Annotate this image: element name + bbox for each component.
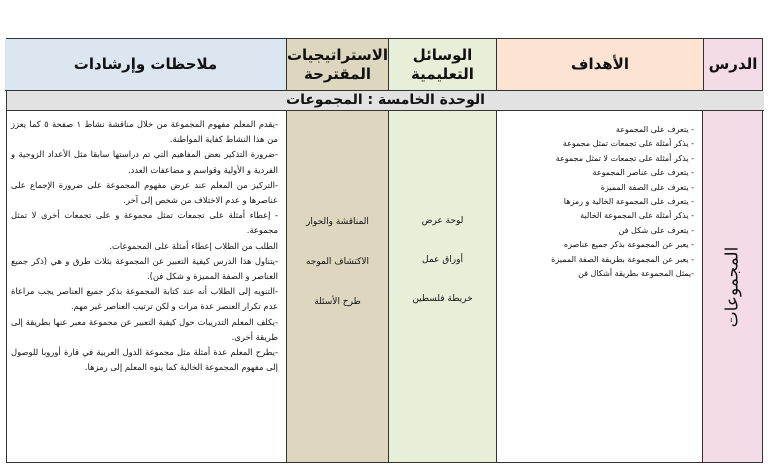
goal-item: - يتعرف على المجموعة [615, 125, 694, 134]
lesson-name: المجموعات [722, 246, 743, 327]
lesson-plan-table [6, 38, 763, 463]
tool-item: خريطة فلسطين [412, 294, 473, 304]
unit-title: الوحدة الخامسة : المجموعات [7, 91, 764, 111]
tools-cell [388, 111, 496, 462]
header-lesson [703, 39, 762, 91]
goal-item: - يتعرف على شكل فن [618, 225, 694, 235]
strategies-list [287, 213, 388, 333]
goal-item: - يذكر أمثلة على تجمعات لا تمثل مجموعة [555, 153, 694, 163]
header-notes [5, 39, 286, 91]
header-tools-text: الوسائل التعليمية [411, 45, 474, 83]
goal-item: - يعبر عن المجموعة بذكر جميع عناصره [563, 240, 694, 250]
goal-item: - يعبر عن المجموعة بطريقة الصفة المميزة [551, 254, 694, 264]
strategy-item: طرح الأسئلة [314, 297, 361, 307]
goals-cell [496, 111, 703, 462]
note-item: - إعطاء أمثلة على تجمعات تمثل مجموعة و على تجمعات أخرى لا تمثل مجموعة. [11, 210, 278, 236]
notes-list [5, 111, 286, 375]
note-item: -ضرورة التذكير بعض المفاهيم التي تم دراستها سابقا مثل الأعداد الزوجية و الفردية و الأولية وقواسم و مضاعفات العدد. [11, 149, 278, 175]
header-strategies-text: الاستراتيجيات المقترحة [286, 45, 389, 83]
header-lesson-text: الدرس [708, 55, 758, 73]
notes-cell [5, 111, 286, 462]
goal-item: - يتعرف على المجموعة الخالية و رمزها [563, 197, 694, 207]
note-item: -التركيز من المعلم عند عرض مفهوم المجموعة على ضرورة الإجماع على عناصرها و عدم الاختلاف من شخص إلى آخر. [11, 179, 278, 206]
lesson-name-cell [703, 111, 762, 462]
header-goals-text: الأهداف [571, 55, 629, 73]
header-tools [388, 39, 496, 91]
tool-item: أوراق عمل [422, 255, 463, 265]
strategy-item: الاكتشاف الموجه [305, 257, 370, 267]
header-strategies [286, 39, 388, 91]
goal-item: - يذكر أمثلة على المجموعة الخالية [580, 211, 694, 221]
note-item: -التنويه إلى الطلاب أنه عند كتابة المجموعة بذكر جميع العناصر يجب مراعاة عدم تكرار العنصر عدة مرات و لكن ترتيب العناصر غير مهم. [11, 286, 278, 312]
note-item: -يكلف المعلم التدريبات حول كيفية التعبير عن مجموعة معبر عنها بطريقة إلى طريقة أخرى. [11, 316, 278, 342]
strategies-cell [286, 111, 388, 462]
tool-item: لوحة عرض [421, 216, 464, 226]
goal-item: - يذكر أمثلة على تجمعات تمثل مجموعة [562, 139, 694, 149]
header-notes-text: ملاحظات وإرشادات [73, 55, 218, 73]
note-item: -يتناول هذا الدرس كيفية التعبير عن المجموعة بثلاث طرق و هي (ذكر جميع العناصر و الصفة المميزة و شكل فن). [11, 255, 278, 282]
note-item: -يقدم المعلم مفهوم المجموعة من خلال مناقشة نشاط ١ صفحة ٥ كما يعزز من هذا النشاط كفاية المواطنة. [11, 119, 278, 145]
note-item: -يطرح المعلم عدة أمثلة مثل مجموعة الدول العربية في قارة أوروبا للوصول إلى مفهوم المجموعة الخالية كما ينوه المعلم إلى رمزها. [11, 347, 278, 373]
goal-item: - يتعرف على عناصر المجموعة [592, 168, 694, 178]
goal-item: - يتعرف على الصفة المميزة [600, 182, 694, 192]
tools-list [389, 212, 496, 329]
header-goals [496, 39, 703, 91]
goal-item: -يمثل المجموعة بطريقة أشكال فن [578, 269, 694, 279]
goals-list [497, 111, 702, 281]
strategy-item: المناقشة والحوار [306, 217, 369, 227]
note-item: الطلب من الطلاب إعطاء أمثلة على المجموعات. [109, 240, 278, 251]
